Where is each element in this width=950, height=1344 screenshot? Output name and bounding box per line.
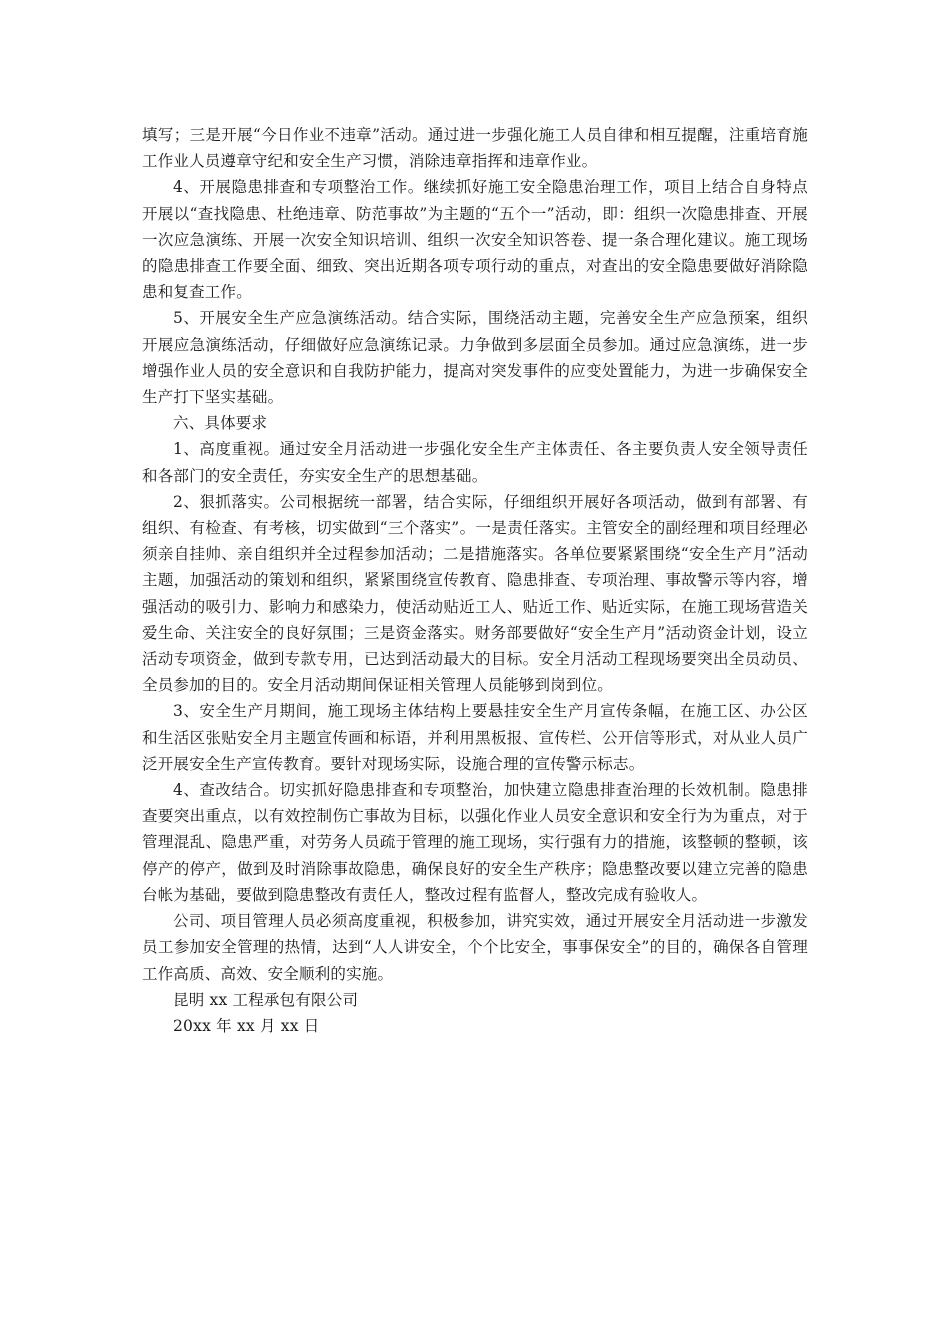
paragraph-item-5-emergency-drill: 5、开展安全生产应急演练活动。结合实际，围绕活动主题，完善安全生产应急预案，组织开展应急演练活动，仔细做好应急演练记录。力争做到多层面全员参加。通过应急演练，进一步增强作业人员的安全意识和自我防护能力，提高对突发事件的应变处置能力，为进一步确保安全生产打下坚实基础。 (142, 309, 808, 407)
paragraph-item-4-hazard-inspection: 4、开展隐患排查和专项整治工作。继续抓好施工安全隐患治理工作，项目上结合自身特点开展以“查找隐患、杜绝违章、防范事故”为主题的“五个一”活动，即：组织一次隐患排查、开展一次应急演练、开展一次安全知识培训、组织一次安全知识答卷、提一条合理化建议。施工现场的隐患排查工作要全面、细致、突出近期各项专项行动的重点，对查出的安全隐患要做好消除隐患和复查工作。 (142, 178, 808, 302)
paragraph-closing: 公司、项目管理人员必须高度重视，积极参加，讲究实效，通过开展安全月活动进一步激发员工参加安全管理的热情，达到“人人讲安全，个个比安全，事事保安全”的目的，确保各自管理工作高质、高效、安全顺利的实施。 (142, 912, 808, 983)
paragraph-requirement-4: 4、查改结合。切实抓好隐患排查和专项整治，加快建立隐患排查治理的长效机制。隐患排查要突出重点，以有效控制伤亡事故为目标，以强化作业人员安全意识和安全行为为重点，对于管理混乱、隐患严重，对劳务人员疏于管理的施工现场，实行强有力的措施，该整顿的整顿，该停产的停产，做到及时消除事故隐患，确保良好的安全生产秩序；隐患整改要以建立完善的隐患台帐为基础，要做到隐患整改有责任人，整改过程有监督人，整改完成有验收人。 (142, 781, 808, 904)
document-page (142, 122, 808, 1039)
signature-date: 20xx 年 xx 月 xx 日 (173, 1016, 320, 1035)
paragraph-requirement-2: 2、狠抓落实。公司根据统一部署，结合实际，仔细组织开展好各项活动，做到有部署、有组织、有检查、有考核，切实做到“三个落实”。一是责任落实。主管安全的副经理和项目经理必须亲自挂帅、亲自组织并全过程参加活动；二是措施落实。各单位要紧紧围绕“安全生产月”活动主题，加强活动的策划和组织，紧紧围绕宣传教育、隐患排查、专项治理、事故警示等内容，增强活动的吸引力、影响力和感染力，使活动贴近工人、贴近工作、贴近实际，在施工现场营造关爱生命、关注安全的良好氛围；三是资金落实。财务部要做好“安全生产月”活动资金计划，设立活动专项资金，做到专款专用，已达到活动最大的目标。安全月活动工程现场要突出全员动员、全员参加的目的。安全月活动期间保证相关管理人员能够到岗到位。 (142, 492, 808, 695)
paragraph-requirement-3: 3、安全生产月期间，施工现场主体结构上要悬挂安全生产月宣传条幅，在施工区、办公区和生活区张贴安全月主题宣传画和标语，并利用黑板报、宣传栏、公开信等形式，对从业人员广泛开展安全生产宣传教育。要针对现场实际，设施合理的宣传警示标志。 (142, 702, 808, 773)
signature-company: 昆明 xx 工程承包有限公司 (173, 990, 359, 1009)
section-heading-specific-requirements: 六、具体要求 (173, 414, 268, 433)
paragraph-requirement-1: 1、高度重视。通过安全月活动进一步强化安全生产主体责任、各主要负责人安全领导责任和各部门的安全责任，夯实安全生产的思想基础。 (142, 440, 808, 485)
paragraph-continuation: 填写；三是开展“今日作业不违章”活动。通过进一步强化施工人员自律和相互提醒，注重培育施工作业人员遵章守纪和安全生产习惯，消除违章指挥和违章作业。 (142, 126, 808, 171)
